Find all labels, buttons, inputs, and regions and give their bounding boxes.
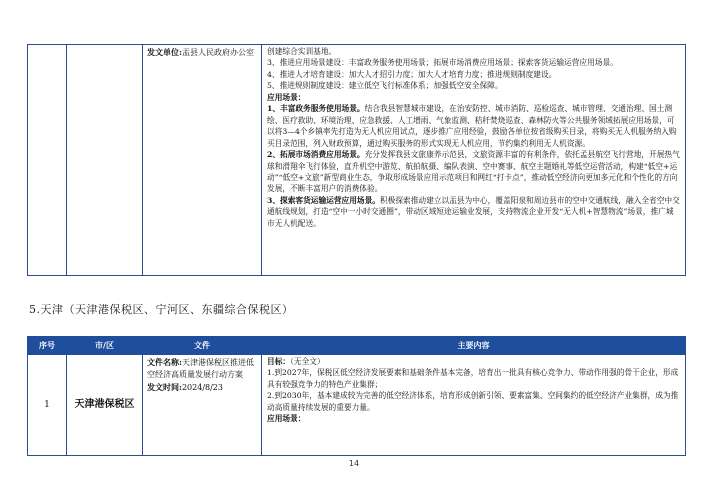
content-line: 3、推进应用场景建设：丰富政务服务使用场景；拓展市场消费应用场景；探索客货运输运营应用场景。: [267, 58, 618, 68]
policy-table-continued: [27, 44, 686, 276]
send-time: 发文时间:2024/8/23: [147, 382, 223, 393]
content-lines: [262, 45, 685, 230]
seq-cell: 1: [28, 355, 67, 456]
content-line: 5、推进规则制度建设：建立低空飞行标准体系；加强低空安全保障。: [267, 81, 503, 91]
header-content: 主要内容: [262, 337, 686, 355]
content-line: 1、丰富政务服务使用场景。结合我县智慧城市建设，在治安防控、城市消防、巡检巡查、城市管理、交通治理、国土测绘、医疗救助、环境治理、应急救援、人工增雨、气象监测、秸秆焚烧巡查、森林防火等公共服务领域拓展应用场景，可以将3—4个乡镇率先打造为无人机应用试点，逐步推广应用经验，鼓励各单位按省级购买目录，将购买无人机服务纳入购买目录范围，列入财政预算，通过购买服务的形式实现无人机应用，节约集约利用无人机资源。: [267, 104, 677, 148]
file-name: 文件名称:天津港保税区推进低空经济高质量发展行动方案: [147, 357, 254, 379]
content-line: 1.到2027年，保税区低空经济发展要素和基础条件基本完备，培育出一批具有核心竞争力、带动作用强的骨干企业，形成具有较强竞争力的特色产业集群；: [267, 368, 679, 389]
content-line: 2.到2030年，基本建成较为完善的低空经济体系，培育形成创新引领、要素富集、空间集约的低空经济产业集群，成为推动高质量持续发展的重要力量。: [267, 391, 679, 412]
content-cell: [262, 45, 686, 276]
header-file: 文件: [143, 337, 262, 355]
header-seq: 序号: [28, 337, 67, 355]
doc-unit-label: 发文单位:: [147, 47, 182, 57]
header-district: 市/区: [67, 337, 143, 355]
content-cell: [262, 355, 686, 456]
file-cell: [143, 355, 262, 456]
content-line: 创建综合实训基地。: [267, 47, 337, 56]
table-row: [28, 45, 686, 276]
content-line: 2、拓展市场消费应用场景。充分发挥我县文旅康养示范县，文旅资源丰富的有利条件，依托孟县航空飞行营地，开展热气球和滑翔伞飞行体验，直升机空中游览、航拍航摄、编队表演、空中赛事、航空主题婚礼等低空运营活动，构建“低空+运动”“低空+文旅”新型商业生态，争取形成场景应用示范项目和网红“打卡点”，推动低空经济向更加多元化和个性化的方向发展，不断丰富用户的消费体验。: [267, 150, 680, 194]
page-number: 14: [348, 459, 360, 468]
content-line: 4、推进人才培育建设：加大人才招引力度；加大人才培育力度；推进规则制度建设。: [267, 69, 557, 79]
section-title: 5.天津（天津港保税区、宁河区、东疆综合保税区）: [29, 303, 294, 316]
table-row: [28, 355, 686, 456]
tianjin-policy-table: [27, 336, 686, 456]
content-lines: [262, 355, 685, 426]
doc-unit-value: 盂县人民政府办公室: [181, 48, 254, 57]
seq-cell: [28, 45, 67, 276]
content-line: 应用场景：: [267, 414, 306, 424]
district-cell: [67, 45, 143, 276]
file-cell: [143, 45, 262, 276]
table-header-row: [28, 337, 686, 355]
district-cell: 天津港保税区: [67, 355, 143, 456]
content-line: 目标：（无全文）: [267, 357, 325, 366]
content-line: 应用场景：: [267, 92, 306, 102]
content-line: 3、探索客货运输运营应用场景。积极探索推动建立以盂县为中心，覆盖阳泉和周边县市的空中交通航线，融入全省空中交通航线规划，打造“空中一小时交通圈”，带动区域短途运输业发展，支持物流企业开发“无人机+智慧物流”场景，推广城市无人机配送。: [267, 195, 680, 228]
